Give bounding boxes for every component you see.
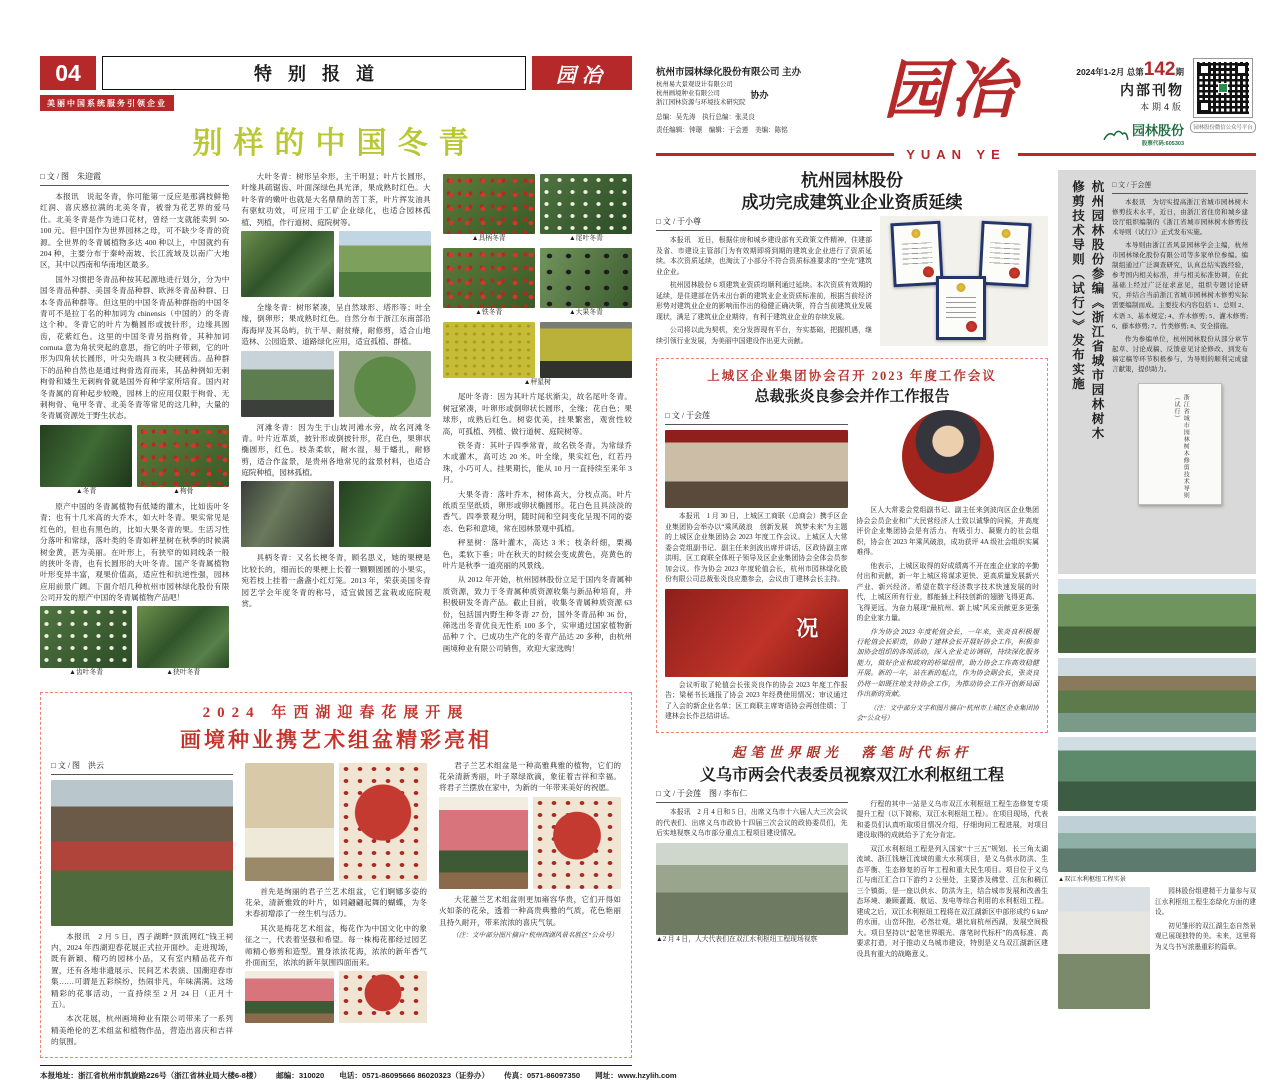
flower-show-article [40,692,632,1058]
guideline-byline: □ 文 / 于会莲 [1112,180,1248,194]
photo-orchid-bowl [245,763,334,881]
flower-col-3 [439,760,621,1051]
rail-bottom [1058,887,1256,1009]
publication-type: 内部刊物 [1120,82,1184,98]
left-page-header [40,56,632,90]
vertical-title-line: 修剪技术导则（试行）》发布实施 [1070,180,1085,392]
footer-zip: 邮编：310020 [276,1070,325,1080]
photo-row [245,763,427,881]
qualification-article [656,170,1048,350]
association-title: 总裁张炎良参会并作工作报告 [754,388,950,406]
paragraph: 从 2012 年开始，杭州园林股份立足于国内冬青属种质资源，致力于冬青属种质资源收集与新品种培育，并积极研发冬青产品。截止目前，收集冬青属种质资源 63 份，包括国内野生种冬青 27 份，国外冬青品种 36 份，筛选出冬青优良无性系 100 多个，实审通过国家植物新品种 7 个。已成功生产化的冬青产品达 20 多种，由杭州画境种业有限公司销售，欢迎大家选购！ [442,575,632,653]
photo-clivia-pot [339,971,428,1023]
photo-iron-holly [443,248,535,308]
qualification-title-line2: 成功完成建筑业企业资质延续 [741,193,963,213]
photo-caption: ▲齿叶冬青 [69,669,104,677]
photo-caption: ▲秤星树 [523,379,551,387]
masthead-rule [656,147,1256,162]
issue-suffix: 期 [1175,67,1184,77]
paragraph: 本报讯 2 月 5 日，西子湖畔“顶流网红”钱王祠内，2024 年西湖迎春花展正式拉开面纱。走进现场，既有新颖、精巧的园林小品，又有室内精品花卉布置，还有各地非遗展示、民间艺术表演、国潮迎春市集……可谓是五彩缤纷，热闹非凡，年味满满。这场精彩的花事活动，一直持续至 2 月 24 日（正月十五）。 [51,931,233,1009]
paragraph: 园林股份组建精干力量参与双江水利枢纽工程生态绿化方面的建设。 [1155,888,1256,917]
photo-caption: ▲冬青 [75,487,97,495]
photo-holly [40,425,132,487]
photo-president-portrait [902,410,994,502]
certificate-icon [978,221,1031,288]
page-right [656,28,1256,1000]
flower-show-columns [51,760,621,1051]
photo-chengxing-foliage [443,322,535,378]
paragraph: 行程的其中一站是义乌市双江水利枢纽工程生态修复专项提升工程（以下简称，双江水利枢纽工程）。在项目现场，代表和委员们认真听取项目情况介绍，仔细询问工程进展，对项目建设取得的成就给予了充分肯定。 [856,800,1048,840]
flower-show-title: 画境种业携艺术组盆精彩亮相 [180,728,492,752]
host-organization: 杭州市园林绿化股份有限公司 主办 [656,67,802,78]
photo-plum-pot [245,971,334,1023]
source-note: （注：文中部分图片摘自“杭州西湖风景名胜区”公众号） [452,931,618,939]
flower-show-kicker: 2024 年西湖迎春花展开展 [202,704,470,721]
photo-overlay-character: 况 [796,615,819,641]
photo-caption: ▲双江水利枢纽工程实景 [1058,876,1126,883]
qr-block [1190,50,1256,133]
rule-left [656,153,894,156]
paragraph: 本报讯 1 月 30 日，上城区工商联（总商会）携手区企业集团协会举办以“乘风破浪 创新发展 筑梦未来”为主题的上城区企业集团协会 2023 年度工作会议。上城区人大常委会党组副书记、副主任来剑波出席并讲话，区政协副主席洪明、区工商联全体班子领导及区企业集团协会全体会员参加会议。作为协会 2023 年度轮值会长，杭州市园林绿化股份有限公司总裁张炎良应邀参会，会议由丁建林会长主持。 [665,513,848,584]
photo-group-chengxing [443,322,632,387]
photo-row [241,351,430,417]
holly-col-2 [241,171,430,683]
co-organizer: 浙江园林资源与环境技术研究院 [656,98,746,106]
brand-stock [1132,120,1184,147]
edition-pages: 本期4版 [1139,102,1184,112]
association-col-2 [857,410,1040,727]
paragraph: 大果冬青：落叶乔木，树体高大，分枝点高。叶片纸质至坚纸质，卵形或卵状椭圆形。花白色且具淡淡的香气。四季景观分明，随时间和空间变化呈现不同的姿态、色彩和意境，常在园林景观中孤植。 [442,489,632,533]
qr-code [1193,58,1253,118]
photo-row [241,481,430,547]
paper-footer [40,1065,677,1081]
photo-bouquet [533,797,622,889]
masthead-pinyin: YUAN YE [906,147,1006,162]
photo-caption: ▲大果冬青 [568,309,603,317]
guideline-sidebar [1058,170,1256,574]
paragraph: 杭州园林股份 6 项建筑业资质均顺利通过延续。本次资质有效期的延续，是住建部在仍未出台新的建筑业企业资质标准前，根据当前经济形势对建筑业企业的影响而作出的稳健正确决策，符合当前建筑业发展现状，满足了建筑业企业期待，有利于建筑业企业的存续发展。 [656,282,872,321]
qr-center-logo-icon [1218,83,1228,93]
paragraph: 双江水利枢纽工程是列入国家“十三五”规划、长三角太湖流域、浙江钱塘江流域的重大水利项目，是义乌供水防洪、生态平衡、生态修复的百年工程和重大民生项目。项目位于义乌江与南江汇合口下游约 2 公里处，主要涉及佛堂、江东和稠江三个镇街，是一座以供水、防洪为主，结合城市发展和改善生态环境、兼顾灌溉、航运、发电等综合利用的水利枢纽工程。建成之后，双江水利枢纽工程将在双江湖新区中部形成约 6 km² 的水面，山峦环抱，必然壮观，堪比肩杭州西湖，发展空间极大。项目坚持以“起笔世界眼光、落笔时代标杆”的高标准、高要求打造，对于推动义乌城市建设，特别是义乌双江湖新区建设具有重大的战略意义。 [856,845,1048,958]
photo-site-wall [1058,887,1150,1009]
photo-row [241,231,430,297]
qualification-text [656,216,872,350]
paragraph: 初见雏形的双江湖生态自然景观已展现独特的美。未来，这里将为义乌书写浓墨重彩的篇章。 [1155,922,1256,951]
holly-col-3 [443,171,632,683]
footer-web: 网址：www.hzylih.com [595,1070,677,1080]
issue-number: 142 [1143,59,1176,80]
paragraph: 本次花展，杭州画境种业有限公司带来了一系列精美绝伦的艺术组盆和植物作品，营造出喜庆和吉祥的氛围。 [51,1014,233,1047]
photo-caption: ▲2 月 4 日，人大代表们在双江水利枢纽工程现场视察 [656,935,818,943]
masthead-organizers [656,50,844,134]
co-organizer-label: 协办 [750,89,769,100]
photo-chengxing-pot [540,322,632,378]
paragraph: 全缘冬青：树形紧凑，呈自然球形、塔形等；叶全缘，倒卵形；果成熟时红色。自然分布于浙江东南部沿海海岸及其岛屿，抗干旱、耐贫瘠，耐修剪，适合山地造林、公园造景、道路绿化应用，适宜孤植、群植。 [241,302,431,347]
guideline-body [1112,180,1248,562]
flower-col-2 [245,760,427,1051]
holly-article-title: 别样的中国冬青 [192,127,480,160]
paragraph: 君子兰艺术组盆是一种高雅典雅的植物，它们的花朵清新秀丽，叶子翠绿欲滴，象征着吉祥和幸福。将君子兰摆放在家中，为新的一年带来美好的祝愿。 [439,760,621,793]
certificate-icon [936,276,986,340]
flower-byline: □ 文 / 图 洪云 [51,760,233,775]
photo-award-stage [665,589,848,677]
yiwu-byline: □ 文 / 于会莲 图 / 李布仁 [656,788,848,803]
photo-bigfruit-holly [540,248,632,308]
photo-inspection-crowd [656,843,848,935]
page-left [40,28,677,1080]
paragraph: 区人大常委会党组副书记、副主任来剑波向区企业集团协会会员企业和广大民营经济人士致以诚挚的问候，并高度评价企业集团协会是有活力、有吸引力、凝聚力的社会组织，协会在 2023 年乘风破浪，成功获评 4A 级社会组织实属难得。 [856,507,1039,557]
paragraph: 作为协会 2023 年度轮值会长，一年来，张炎良积极履行轮值会长职责，协助丁建林会长开展好协会工作，积极参加协会组织的各项活动，深入企业走访调研，持续深化服务能力，做好企业和政府的桥梁纽带，助力协会工作高效稳健开展。新的一年，站在新的起点，作为协会副会长，张炎良仍将一如既往地支持协会工作，为推动协会工作开创新局面作出新的贡献。 [856,628,1039,699]
photo-row [443,248,632,317]
association-col-1 [665,410,848,727]
photo-caption: ▲狭叶冬青 [166,669,201,677]
photo-shrub-holly [339,481,431,547]
photo-park-scene-3 [1058,737,1256,811]
front-right-rail [1058,170,1256,1009]
association-byline: □ 文 / 于会莲 [665,410,848,425]
paragraph: 会议听取了轮值会长张炎良作的协会 2023 年度工作报告；梁秘书长通报了协会 2023 年经费使用情况；审议通过了入会的新企业名单；区工商联主席寄语协会再创佳绩；丁建林会长作总结讲话。 [665,681,848,721]
photo-caption: ▲枸骨 [173,487,194,495]
photo-meeting-hall [665,430,848,508]
guideline-document-cover [1138,383,1222,505]
yiwu-title: 义乌市两会代表委员视察双江水利枢纽工程 [699,766,1004,784]
issue-line [1058,60,1184,79]
photo-longstalk-holly [443,174,535,234]
paragraph: 尾叶冬青：因为其叶片尾状渐尖，故名尾叶冬青。树冠紧凑，叶卵形或倒卵状长圆形，全缘；花白色；果球形，成熟后红色。树姿优美，挂果繁密，观赏性较高，可孤植、列植、做行道树、庭院树等。 [442,392,632,436]
issue-prefix: 2024年1-2月 总第 [1076,67,1144,77]
photo-bigleaf-holly [241,231,333,297]
section-title: 特别报道 [102,56,526,90]
source-note: （注：文中部分文字和图片摘自“杭州市上城区企业集团协会”公众号） [856,704,1039,722]
qualification-title-line1: 杭州园林股份 [801,171,903,190]
photo-potted-holly [241,481,333,547]
co-organizer-list [656,81,745,108]
yiwu-article [656,741,1048,963]
front-main-column [656,170,1048,1009]
paragraph: 他表示，上城区取得的好成绩离不开在座企业家的辛勤付出和贡献，新一年上城区将谋求更快、更高质量发展新兴产业、新兴经济。希望在数字经济数字技术快速发展的时代，上城区所有行业，都能插上科技创新的翅膀飞得更高、飞得更远，为奋力展现“最杭州、新上城”风采贡献更多更强的企业家力量。 [856,562,1039,623]
hills-logo-icon [1103,126,1129,142]
yiwu-col-2 [857,788,1049,963]
paragraph: 首先是绚丽的君子兰艺术组盆，它们婀娜多姿的花朵，清新雅致的叶片，如同翩翩起舞的蝴蝶，为冬末春初增添了一丝生机与活力。 [245,886,427,919]
masthead-logo-small: 园冶 [532,56,632,90]
qr-corner-icon [1235,63,1248,76]
photo-row [245,971,427,1023]
document-cover-title: 浙江省城市园林树木修剪技术导则（试行） [1173,393,1189,499]
photo-holly-tree [339,231,431,297]
paragraph: 大花蕙兰艺术组盆则更加雍容华贵，它们开得如火如荼的花朵，透着一种高贵典雅的气质，花色艳丽且持久耐开，带来浓浓的喜庆气氛。 [439,894,621,927]
rule-right [1018,153,1256,156]
photo-crenata-holly [40,606,132,668]
footer-address: 本报地址：浙江省杭州市凯旋路226号（浙江省林业局大楼6-8楼） [40,1070,262,1080]
qr-corner-icon [1198,100,1211,113]
holly-byline: □ 文 / 图 朱迎霞 [40,171,229,186]
photo-caption: ▲具柄冬青 [471,235,506,242]
certificates-photo [880,216,1048,346]
rail-bottom-text [1155,887,1256,1009]
photo-greenhouse [241,351,333,417]
paragraph: 大叶冬青：树形呈伞形，主干明显；叶片长圆形，叶缘具疏锯齿、叶面深绿色具光泽，果成熟时红色。大叶冬青的嫩叶也就是大名鼎鼎的苦丁茶，叶片挥发油具有驱蚊功效，可应用于工矿企业绿化，也适合园林孤植、列植，作行道树、庭院树等。 [241,172,431,227]
paragraph: 国外习惯把冬青品种按其起源地进行划分，分为中国冬青品种群、美国冬青品种群、欧洲冬青品种群、日本冬青品种群等。但这里的中国冬青品种群指的中国冬青可不是拉丁名的种加词为 chinensis（中国的）的冬青这个种。冬青它的叶片为椭圆形或披针形，边缘具圆齿，花紫红色。这里的中国冬青另指枸骨，其种加词 cornuta 意为角状突起的意思，指它的叶子带刺，它的叶形为四角状长圆形，叶尖先端具 3 枚尖硬刺齿。品种群下的品种自然也是通过枸骨选育而来，其品种例如无刺枸骨和矮生无刺枸骨就是国外育种学家所培育。国内对冬青属的育种起步较晚，园林上的应用仅限于枸骨、无刺枸骨、龟甲冬青、北美冬青等常见的这几种，大量的冬青属资源处于野生状态。 [40,274,230,421]
editors-line-1: 总编：吴先涛 执行总编：张灵良 [656,113,755,121]
co-organizers [656,81,844,108]
association-kicker: 上城区企业集团协会召开 2023 年度工作会议 [707,369,997,384]
masthead [656,50,1256,147]
qualification-byline: □ 文 / 于小尊 [656,216,872,231]
paragraph: 原产中国的冬青属植物有低矮的灌木，比如齿叶冬青；也有十几米高的大乔木，如大叶冬青。果实常见是红色的，但也有黑色的，比如大果冬青的果。生活习性分落叶和常绿，落叶类的冬青如秤星树在秋季的时候满树金黄，甚为美丽。在叶形上，有狭窄的如同线条一般的狭叶冬青，也有长圆形的大叶冬青。国产冬青属植物叶形变异丰富，观果价值高，适应性和抗逆性强，园林应用前景广阔。下面介绍几种杭州市园林绿化股份有限公司开发的原产中国的冬青属植物产品吧！ [40,501,230,603]
yiwu-col-1 [656,788,848,963]
photo-chinese-holly [137,425,229,487]
holly-article-columns [40,171,632,683]
photo-row [40,425,229,496]
photo-narrowleaf-holly [137,606,229,668]
paragraph: 本导则由浙江省风景园林学会主编，杭州市园林绿化股份有限公司等多家单位参编。编制组通过广泛调查研究，认真总结实践经验，参考国内相关标准，并与相关标准协调，在此基础上经过广泛征求意见，组织专题讨论研究，并结合当前浙江省城市园林树木修剪实际需要编制而成。主要技术内容包括 1、总则 2、术语 3、基本规定; 4、乔木修剪; 5、灌木修剪; 6、藤本修剪; 7、竹类修剪; 8、安全措施。 [1112,242,1248,330]
stock-code: 股票代码:605303 [1141,141,1184,147]
paragraph: 本报讯 说起冬青，你可能第一反应是那满枝鲜艳红润、喜庆感拉满的北美冬青，被誉为花艺界的爱马仕。北美冬青是作为进口花材，曾经一支就能卖到 50-100 元。但中国作为世界园林之母，可不缺少冬青的资源。全世界的冬青属植物多达 400 种以上，中国就约有 204 种，主要分布于秦岭南坡、长江流域及以南广大地区，其中以西南和华南地区最多。 [40,192,230,270]
photo-tailleaf-holly [540,174,632,234]
footer-fax: 传真：0571-86097350 [504,1070,581,1080]
brand-name: 园林股份 [1131,123,1184,138]
photo-lake-aerial [1058,816,1256,872]
paragraph: 本报讯 2 月 4 日和 5 日，出席义乌市十六届人大三次会议的代表们、出席义乌市政协十四届三次会议的政协委员们，先后实地视察义乌市部分重点工程项目建设情况。 [656,809,848,838]
masthead-calligraphy-logo: 园冶 [883,55,1019,126]
paragraph: 具柄冬青：又名长梗冬青，顾名思义，她的果梗是比较长的，细而长的果梗上长着一颗颗圆圆的小果实，宛若枝上挂着一盏盏小红灯笼。2013 年，荣获美国冬青园艺学会年度冬青的称号，适宜做园艺盆栽或庭院观赏。 [241,553,431,609]
photo-round-shrub [339,351,431,417]
brand-row [1058,120,1184,147]
issue-info [1058,50,1184,147]
slogan-banner: 美丽中国系统服务引领企业 [40,95,174,111]
photo-park-scene-1 [1058,579,1256,653]
paragraph: 作为参编单位，杭州园林股份从部分章节起草、讨论成稿、反馈意见讨论修改、到发布稿定稿等环节积极参与，为导则的顺利完成建言献策，提供助力。 [1112,335,1248,373]
paragraph: 秤星树：落叶灌木，高达 3 米；枝条纤细，栗褐色，柔软下垂；叶在秋天的时候会变成黄色，亮黄色的叶片是秋季一道亮丽的风景线。 [442,538,632,570]
photo-qianwang-temple [51,780,233,926]
qr-corner-icon [1198,63,1211,76]
paragraph: 河滩冬青：因为生于山坡河滩水旁，故名河滩冬青。叶片近革质，披针形或倒披针形，花白色，果卵状椭圆形，红色。枝条柔软，耐水湿，易于蟠扎，耐修剪，适合作盆景，是贵州各地常见的盆景材料，也适合庭院种植，园林孤植。 [241,422,431,478]
photo-caption: ▲铁冬青 [475,309,503,317]
flower-col-1 [51,760,233,1051]
photo-red-arrangement [339,763,428,881]
page-number: 04 [40,56,96,90]
editors-line-2: 责任编辑：钟璟 编辑：于会莲 美编：陈铭 [656,126,788,134]
photo-caption: ▲尾叶冬青 [568,235,603,242]
photo-row [40,606,229,677]
paragraph: 本报讯 近日，根据住房和城乡建设部有关政策文件精神，住建部及省、市建设主管部门为有效期即将到期的建筑业企业进行了资质延续。本次资质延续，也淘汰了小部分不符合资质标准要求的“空壳”建筑业企业。 [656,237,872,276]
association-article [656,358,1048,733]
qr-caption: 园林股份微信公众号平台 [1190,121,1256,133]
yiwu-kicker: 起笔世界眼光 落笔时代标杆 [731,744,973,760]
photo-row [439,797,621,889]
holly-col-1 [40,171,229,683]
photo-park-scene-2 [1058,658,1256,732]
vertical-title-line: 杭州园林股份参编《浙江省城市园林树木 [1090,180,1104,441]
co-organizer: 杭州易大景观设计有限公司 [656,81,733,88]
co-organizer: 杭州画境种业有限公司 [656,89,720,97]
photo-row [443,174,632,243]
front-page-content [656,170,1256,1009]
paragraph: 铁冬青：其叶子四季常青，故名铁冬青。为常绿乔木或灌木，高可达 20 米。叶全缘，果实红色，红若丹珠，小巧可人。挂果期长，能从 10 月一直持续至来年 3 月。 [442,441,632,485]
guideline-vertical-title [1066,180,1105,562]
footer-tel: 电话：0571-86095666 86020323（证券办） [339,1070,490,1080]
paragraph: 本报讯 为切实提高浙江省城市园林树木修剪技术水平，近日，由浙江省住房和城乡建设厅组织编制的《浙江省城市园林树木修剪技术导则（试行）》正式发布实施。 [1112,198,1248,237]
paragraph: 公司将以此为契机，充分发挥现有平台，夯实基础，把握机遇，继续引领行业发展，为美丽中国建设作出更大贡献。 [656,327,872,345]
photo-cymbidium [439,797,528,889]
paragraph: 其次是梅花艺术组盆，梅花作为中国文化中的象征之一，代表着坚强和希望。每一株梅花都经过园艺师精心修剪和造型。置身浓浓花海，浓浓的新年香气扑面而至，浓浓的新年氛围四面而来。 [245,923,427,967]
